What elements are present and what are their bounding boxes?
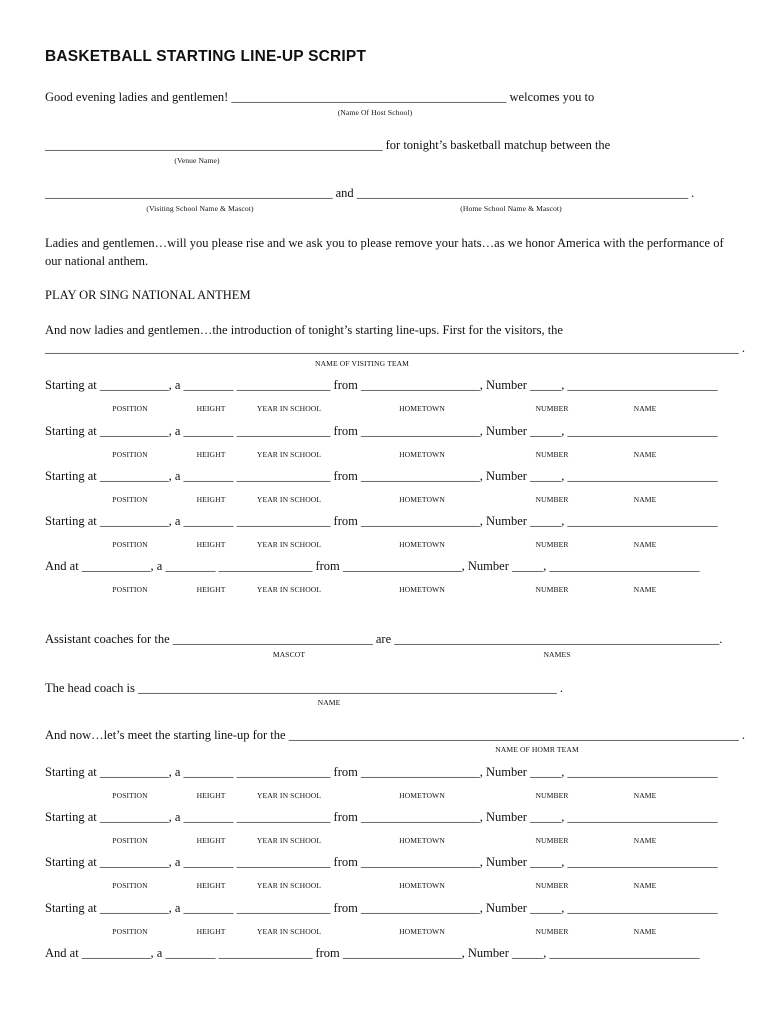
visitor-player-row: Starting at ___________, a ________ _______________ from ___________________, Number _____, ________________________ (45, 469, 718, 483)
hometown-caption: HOMETOWN (399, 585, 445, 594)
year-caption: YEAR IN SCHOOL (256, 881, 322, 890)
year-caption: YEAR IN SCHOOL (256, 450, 322, 459)
home-player-row: Starting at ___________, a ________ _______________ from ___________________, Number _____, ________________________ (45, 855, 718, 869)
number-caption: NUMBER (535, 927, 569, 936)
name-caption: NAME (633, 404, 657, 413)
home-intro-line: And now…let’s meet the starting line-up for the ________________________________________________________________________ . (45, 728, 745, 742)
hometown-caption: HOMETOWN (399, 881, 445, 890)
name-caption: NAME (633, 585, 657, 594)
year-caption: YEAR IN SCHOOL (256, 927, 322, 936)
position-caption: POSITION (112, 450, 148, 459)
assistant-coaches-line: Assistant coaches for the ________________________________ are ____________________________________________________. (45, 632, 723, 646)
name-caption: NAME (633, 450, 657, 459)
visiting-school-caption: (Visiting School Name & Mascot) (146, 204, 254, 213)
host-school-caption: (Name Of Host School) (337, 108, 413, 117)
anthem-paragraph: Ladies and gentlemen…will you please rise and we ask you to please remove your hats…as we honor America with the performance of our national anthem. (45, 236, 724, 268)
height-caption: HEIGHT (196, 404, 226, 413)
head-coach-line: The head coach is ___________________________________________________________________ . (45, 681, 564, 695)
position-caption: POSITION (112, 791, 148, 800)
venue-line: ______________________________________________________ for tonight’s basketball matchup between the (45, 138, 611, 152)
hometown-caption: HOMETOWN (399, 495, 445, 504)
height-caption: HEIGHT (196, 791, 226, 800)
hometown-caption: HOMETOWN (399, 927, 445, 936)
hometown-caption: HOMETOWN (399, 836, 445, 845)
name-caption: NAME (633, 540, 657, 549)
visitors-intro-line: And now ladies and gentlemen…the introduction of tonight’s starting line-ups. First for the visitors, the (45, 323, 563, 337)
document-title: BASKETBALL STARTING LINE-UP SCRIPT (45, 48, 367, 65)
year-caption: YEAR IN SCHOOL (256, 540, 322, 549)
number-caption: NUMBER (535, 585, 569, 594)
hometown-caption: HOMETOWN (399, 404, 445, 413)
hometown-caption: HOMETOWN (399, 540, 445, 549)
height-caption: HEIGHT (196, 585, 226, 594)
visitor-player-row: And at ___________, a ________ _______________ from ___________________, Number _____, ________________________ (45, 559, 700, 573)
teams-line: ______________________________________________ and _____________________________________________________ . (45, 186, 695, 200)
height-caption: HEIGHT (196, 450, 226, 459)
number-caption: NUMBER (535, 404, 569, 413)
height-caption: HEIGHT (196, 495, 226, 504)
home-team-caption: NAME OF HOMR TEAM (495, 745, 579, 754)
height-caption: HEIGHT (196, 836, 226, 845)
number-caption: NUMBER (535, 881, 569, 890)
hometown-caption: HOMETOWN (399, 791, 445, 800)
position-caption: POSITION (112, 495, 148, 504)
position-caption: POSITION (112, 404, 148, 413)
number-caption: NUMBER (535, 495, 569, 504)
name-caption: NAME (633, 927, 657, 936)
position-caption: POSITION (112, 540, 148, 549)
name-caption: NAME (633, 791, 657, 800)
height-caption: HEIGHT (196, 540, 226, 549)
anthem-heading: PLAY OR SING NATIONAL ANTHEM (45, 288, 251, 302)
home-school-caption: (Home School Name & Mascot) (460, 204, 562, 213)
visitor-player-row: Starting at ___________, a ________ _______________ from ___________________, Number _____, ________________________ (45, 514, 718, 528)
number-caption: NUMBER (535, 450, 569, 459)
home-player-row: Starting at ___________, a ________ _______________ from ___________________, Number _____, ________________________ (45, 901, 718, 915)
year-caption: YEAR IN SCHOOL (256, 791, 322, 800)
height-caption: HEIGHT (196, 927, 226, 936)
home-player-row: Starting at ___________, a ________ _______________ from ___________________, Number _____, ________________________ (45, 810, 718, 824)
visiting-team-caption: NAME OF VISITING TEAM (315, 359, 409, 368)
height-caption: HEIGHT (196, 881, 226, 890)
position-caption: POSITION (112, 585, 148, 594)
year-caption: YEAR IN SCHOOL (256, 404, 322, 413)
visitor-player-row: Starting at ___________, a ________ _______________ from ___________________, Number _____, ________________________ (45, 378, 718, 392)
names-caption: NAMES (543, 650, 571, 659)
visitor-player-row: Starting at ___________, a ________ _______________ from ___________________, Number _____, ________________________ (45, 424, 718, 438)
home-player-row: Starting at ___________, a ________ _______________ from ___________________, Number _____, ________________________ (45, 765, 718, 779)
visiting-team-blank: _______________________________________________________________________________________________________________ . (45, 341, 745, 355)
name-caption: NAME (633, 836, 657, 845)
position-caption: POSITION (112, 881, 148, 890)
year-caption: YEAR IN SCHOOL (256, 585, 322, 594)
year-caption: YEAR IN SCHOOL (256, 836, 322, 845)
venue-caption: (Venue Name) (174, 156, 220, 165)
head-coach-name-caption: NAME (317, 698, 341, 707)
home-player-row: And at ___________, a ________ _______________ from ___________________, Number _____, ________________________ (45, 946, 700, 960)
mascot-caption: MASCOT (272, 650, 306, 659)
hometown-caption: HOMETOWN (399, 450, 445, 459)
position-caption: POSITION (112, 836, 148, 845)
number-caption: NUMBER (535, 836, 569, 845)
number-caption: NUMBER (535, 791, 569, 800)
name-caption: NAME (633, 881, 657, 890)
number-caption: NUMBER (535, 540, 569, 549)
position-caption: POSITION (112, 927, 148, 936)
name-caption: NAME (633, 495, 657, 504)
year-caption: YEAR IN SCHOOL (256, 495, 322, 504)
host-school-line: Good evening ladies and gentlemen! ____________________________________________ welcomes you to (45, 90, 595, 104)
